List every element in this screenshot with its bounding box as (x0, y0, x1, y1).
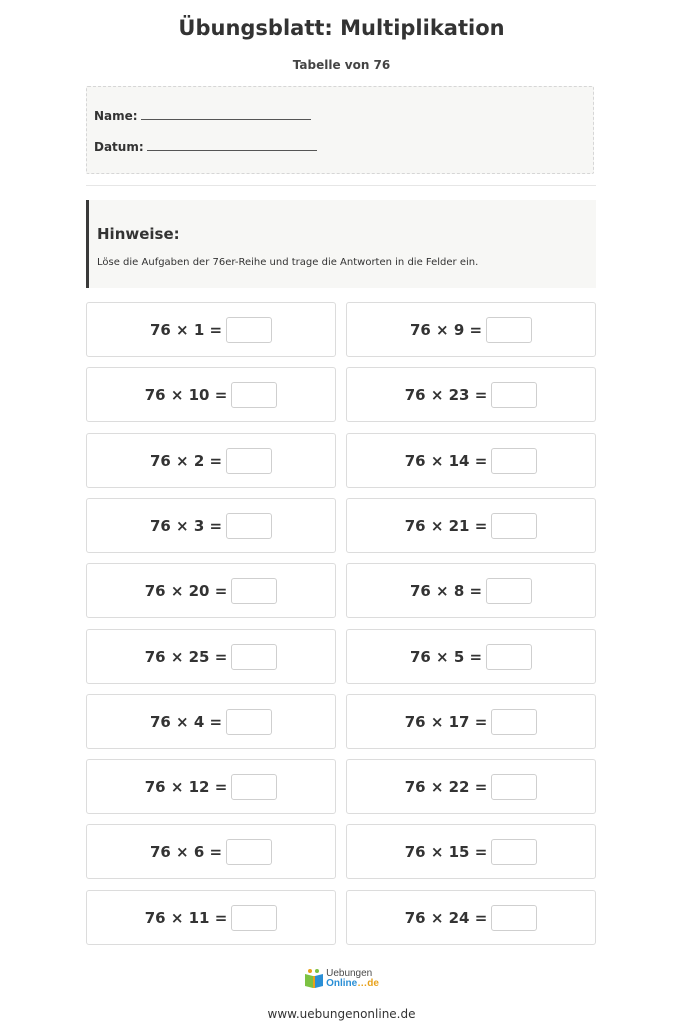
task-card (346, 694, 596, 749)
site-logo (0, 968, 683, 990)
task-card (86, 433, 336, 488)
task-card (346, 890, 596, 945)
name-label: Name: (94, 109, 138, 123)
answer-input[interactable] (226, 448, 272, 474)
task-expression: 76 × 8 = (409, 581, 483, 600)
hints-text: Löse die Aufgaben der 76er-Reihe und trage die Antworten in die Felder ein. (97, 257, 479, 268)
name-line (94, 108, 311, 124)
logo-line-1: Uebungen (326, 968, 373, 979)
date-label: Datum: (94, 140, 144, 154)
answer-input[interactable] (486, 644, 532, 670)
page-subtitle: Tabelle von 76 (292, 58, 391, 72)
task-card (86, 890, 336, 945)
page-title: Übungsblatt: Multiplikation (178, 16, 505, 40)
answer-input[interactable] (491, 448, 537, 474)
student-info-box (86, 86, 594, 174)
task-card (86, 759, 336, 814)
answer-input[interactable] (231, 905, 277, 931)
task-expression: 76 × 17 = (404, 712, 488, 731)
answer-input[interactable] (231, 774, 277, 800)
task-card (346, 629, 596, 684)
task-expression: 76 × 10 = (144, 385, 228, 404)
task-card (346, 433, 596, 488)
task-card (86, 824, 336, 879)
name-blank-field[interactable] (141, 108, 311, 120)
date-blank-field[interactable] (147, 139, 317, 151)
answer-input[interactable] (491, 774, 537, 800)
task-expression: 76 × 22 = (404, 777, 488, 796)
answer-input[interactable] (226, 709, 272, 735)
task-expression: 76 × 4 = (149, 712, 223, 731)
answer-input[interactable] (231, 382, 277, 408)
task-card (346, 824, 596, 879)
answer-input[interactable] (226, 839, 272, 865)
task-expression: 76 × 20 = (144, 581, 228, 600)
task-expression: 76 × 2 = (149, 451, 223, 470)
answer-input[interactable] (231, 578, 277, 604)
answer-input[interactable] (491, 709, 537, 735)
task-expression: 76 × 24 = (404, 908, 488, 927)
answer-input[interactable] (231, 644, 277, 670)
task-expression: 76 × 21 = (404, 516, 488, 535)
answer-input[interactable] (486, 578, 532, 604)
logo-tld-text: …de (357, 978, 379, 989)
answer-input[interactable] (491, 905, 537, 931)
task-card (86, 302, 336, 357)
task-expression: 76 × 3 = (149, 516, 223, 535)
task-expression: 76 × 6 = (149, 842, 223, 861)
task-expression: 76 × 23 = (404, 385, 488, 404)
task-card (86, 629, 336, 684)
answer-input[interactable] (491, 382, 537, 408)
task-card (86, 694, 336, 749)
task-expression: 76 × 12 = (144, 777, 228, 796)
task-card (346, 498, 596, 553)
hints-box (86, 200, 596, 288)
task-expression: 76 × 5 = (409, 647, 483, 666)
task-card (86, 498, 336, 553)
logo-line-2 (326, 979, 379, 989)
hints-title: Hinweise: (97, 225, 180, 243)
task-card (346, 759, 596, 814)
answer-input[interactable] (491, 513, 537, 539)
answer-input[interactable] (226, 513, 272, 539)
book-logo-icon (304, 968, 324, 990)
footer-url[interactable]: www.uebungenonline.de (267, 1007, 416, 1021)
answer-input[interactable] (491, 839, 537, 865)
task-expression: 76 × 1 = (149, 320, 223, 339)
answer-input[interactable] (486, 317, 532, 343)
task-expression: 76 × 25 = (144, 647, 228, 666)
answer-input[interactable] (226, 317, 272, 343)
task-expression: 76 × 14 = (404, 451, 488, 470)
task-card (346, 367, 596, 422)
task-card (86, 563, 336, 618)
task-expression: 76 × 9 = (409, 320, 483, 339)
section-divider (86, 185, 596, 186)
date-line (94, 139, 317, 155)
task-card (86, 367, 336, 422)
task-card (346, 302, 596, 357)
task-expression: 76 × 15 = (404, 842, 488, 861)
logo-wordmark (326, 969, 379, 989)
task-expression: 76 × 11 = (144, 908, 228, 927)
logo-online-text: Online (326, 978, 358, 989)
task-card (346, 563, 596, 618)
